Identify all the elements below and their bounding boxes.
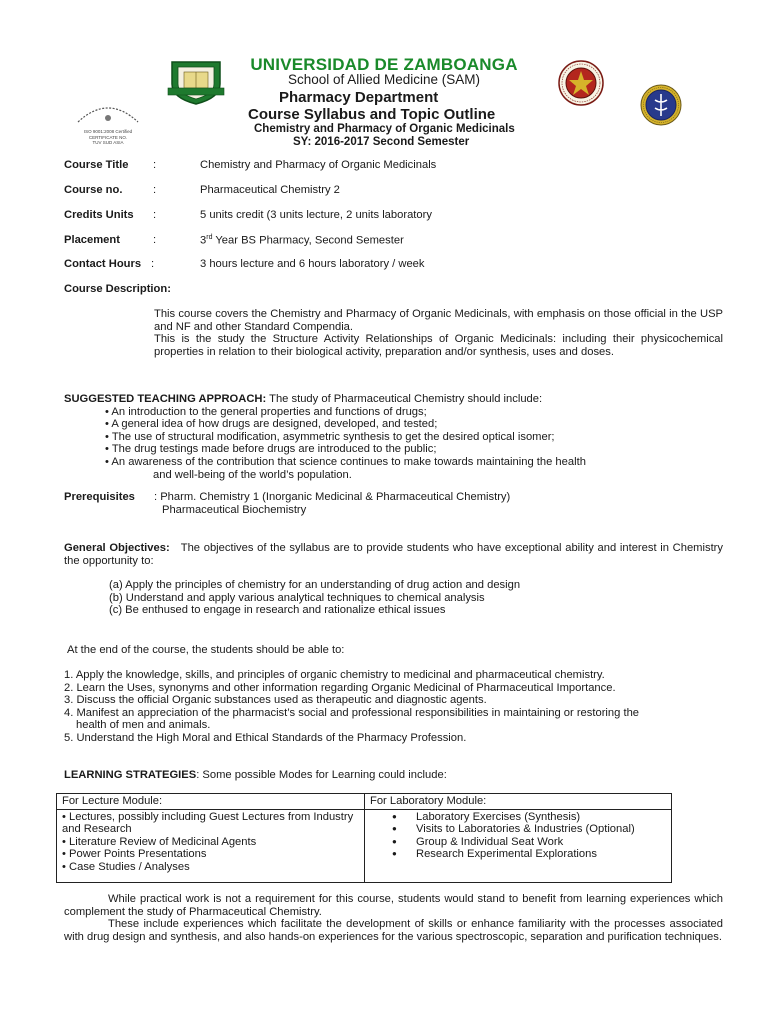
closing-p1: While practical work is not a requirement for this course, students would stand to benefit from learning experiences which complement the study of Pharmaceutical Chemistry. bbox=[64, 893, 723, 918]
cert-line: CERTIFICATE NO. bbox=[88, 134, 128, 140]
school-of-allied-medicine-seal bbox=[558, 60, 604, 106]
department-name: Pharmacy Department bbox=[279, 89, 439, 106]
list-item: ● Research Experimental Explorations bbox=[392, 848, 666, 861]
list-item: 1. Apply the knowledge, skills, and principles of organic chemistry to medicinal and pharmaceutical chemistry. bbox=[64, 669, 605, 681]
list-item: • An introduction to the general properties and functions of drugs; bbox=[105, 405, 427, 418]
school-name: School of Allied Medicine (SAM) bbox=[287, 72, 481, 87]
list-item: ● Laboratory Exercises (Synthesis) bbox=[392, 811, 666, 824]
list-item-continuation: health of men and animals. bbox=[76, 719, 211, 732]
placement-ordinal: rd bbox=[206, 234, 213, 241]
lab-module-header: For Laboratory Module: bbox=[365, 794, 672, 810]
teaching-approach-line bbox=[64, 393, 724, 406]
teaching-approach-heading: SUGGESTED TEACHING APPROACH: bbox=[64, 393, 267, 405]
placement-label: Placement bbox=[64, 234, 120, 246]
cert-line: ISO 9001:2008 Certified bbox=[83, 129, 133, 134]
closing-p2: These include experiences which facilitate the development of skills or enhance familiarity with the processes associated with drug design and synthesis, and also hands-on experiences for the various spectroscopic, separation and purification techniques. bbox=[64, 918, 723, 943]
list-item: (b) Understand and apply various analytical techniques to chemical analysis bbox=[109, 591, 485, 604]
list-item: • The use of structural modification, asymmetric synthesis to get the desired optical isomer; bbox=[105, 430, 555, 443]
list-item: • Power Points Presentations bbox=[62, 848, 207, 861]
list-item: • Lectures, possibly including Guest Lectures from Industry and Research bbox=[62, 810, 354, 836]
lab-module-cell bbox=[365, 809, 672, 882]
general-objectives-text: The objectives of the syllabus are to provide students who have exceptional ability and interest in Chemistry the opportunity to: bbox=[64, 542, 723, 567]
course-description-p2: This is the study the Structure Activity Relationships of Organic Medicinals: including their physicochemical properties in relation to their biological activity, preparation and/or synthesis, uses and doses. bbox=[154, 333, 723, 358]
list-item: ● Visits to Laboratories & Industries (Optional) bbox=[392, 823, 666, 836]
list-item: • A general idea of how drugs are designed, developed, and tested; bbox=[105, 418, 438, 431]
lecture-module-cell bbox=[57, 809, 365, 882]
course-title-value: Chemistry and Pharmacy of Organic Medicinals bbox=[200, 159, 437, 171]
header bbox=[0, 0, 768, 160]
list-item: (c) Be enthused to engage in research and rationalize ethical issues bbox=[109, 604, 446, 617]
learning-strategies-table bbox=[56, 793, 672, 883]
colon: : bbox=[151, 258, 155, 270]
term: SY: 2016-2017 Second Semester bbox=[293, 136, 470, 148]
general-objectives bbox=[64, 542, 723, 567]
list-item: • Literature Review of Medicinal Agents bbox=[62, 835, 257, 848]
placement-value bbox=[200, 234, 404, 247]
list-item: 2. Learn the Uses, synonyms and other information regarding Organic Medicinal of Pharmaceutical Importance. bbox=[64, 681, 616, 694]
learning-strategies-heading: LEARNING STRATEGIES bbox=[64, 769, 197, 781]
table-row bbox=[57, 794, 672, 810]
prerequisites-label: Prerequisites bbox=[64, 491, 135, 503]
course-title-label: Course Title bbox=[64, 159, 129, 171]
course-no-value: Pharmaceutical Chemistry 2 bbox=[200, 184, 340, 196]
pharmacy-seal bbox=[640, 84, 682, 126]
lab-module-list bbox=[370, 811, 666, 861]
objectives-list bbox=[109, 579, 520, 617]
contact-hours-value: 3 hours lecture and 6 hours laboratory / week bbox=[200, 258, 425, 270]
table-row bbox=[57, 809, 672, 882]
credits-units-label: Credits Units bbox=[64, 209, 134, 221]
list-item: • Case Studies / Analyses bbox=[62, 860, 190, 873]
placement-rest: Year BS Pharmacy, Second Semester bbox=[212, 234, 404, 247]
list-item: 5. Understand the High Moral and Ethical Standards of the Pharmacy Profession. bbox=[64, 731, 467, 744]
outcomes-intro: At the end of the course, the students should be able to: bbox=[67, 644, 345, 656]
lecture-module-header: For Lecture Module: bbox=[57, 794, 365, 810]
contact-hours-label: Contact Hours bbox=[64, 258, 142, 270]
list-item: • An awareness of the contribution that science continues to make towards maintaining the health bbox=[105, 455, 586, 468]
colon: : bbox=[153, 209, 157, 221]
list-item: (a) Apply the principles of chemistry for an understanding of drug action and design bbox=[109, 579, 521, 591]
university-name: UNIVERSIDAD DE ZAMBOANGA bbox=[250, 55, 518, 74]
list-item: 4. Manifest an appreciation of the pharmacist’s social and professional responsibilities in maintaining or restoring the bbox=[64, 706, 640, 719]
colon: : bbox=[153, 184, 157, 196]
teaching-approach bbox=[64, 393, 724, 481]
learning-strategies-line bbox=[64, 769, 447, 781]
course-description-heading: Course Description: bbox=[64, 283, 171, 295]
subject-title: Chemistry and Pharmacy of Organic Medicinals bbox=[254, 123, 515, 135]
teaching-approach-intro: The study of Pharmaceutical Chemistry should include: bbox=[266, 393, 543, 405]
prerequisites-line1: : Pharm. Chemistry 1 (Inorganic Medicinal & Pharmaceutical Chemistry) bbox=[154, 491, 511, 503]
iso-certification-logo bbox=[72, 100, 144, 148]
list-item: ● Group & Individual Seat Work bbox=[392, 836, 666, 849]
learning-strategies-intro: : Some possible Modes for Learning could include: bbox=[196, 769, 447, 781]
course-description-p1: This course covers the Chemistry and Pharmacy of Organic Medicinals, with emphasis on those official in the USP and NF and other Standard Compendia. bbox=[154, 308, 723, 333]
teaching-approach-continuation: and well-being of the world’s population. bbox=[153, 468, 352, 481]
general-objectives-heading: General Objectives: bbox=[64, 542, 170, 554]
colon: : bbox=[153, 234, 157, 246]
outcomes-list bbox=[64, 669, 734, 745]
prerequisites-line2: Pharmaceutical Biochemistry bbox=[162, 504, 307, 516]
credits-units-value: 5 units credit (3 units lecture, 2 units laboratory bbox=[200, 209, 432, 221]
document-title: Course Syllabus and Topic Outline bbox=[248, 106, 496, 123]
placement-year: 3 bbox=[200, 234, 207, 247]
teaching-approach-list bbox=[64, 406, 724, 469]
list-item: 3. Discuss the official Organic substances used as therapeutic and diagnostic agents. bbox=[64, 694, 487, 707]
list-item: • The drug testings made before drugs are introduced to the public; bbox=[105, 443, 437, 456]
colon: : bbox=[153, 159, 157, 171]
cert-line: TUV SUD ASIA bbox=[92, 140, 124, 145]
course-no-label: Course no. bbox=[64, 184, 123, 196]
